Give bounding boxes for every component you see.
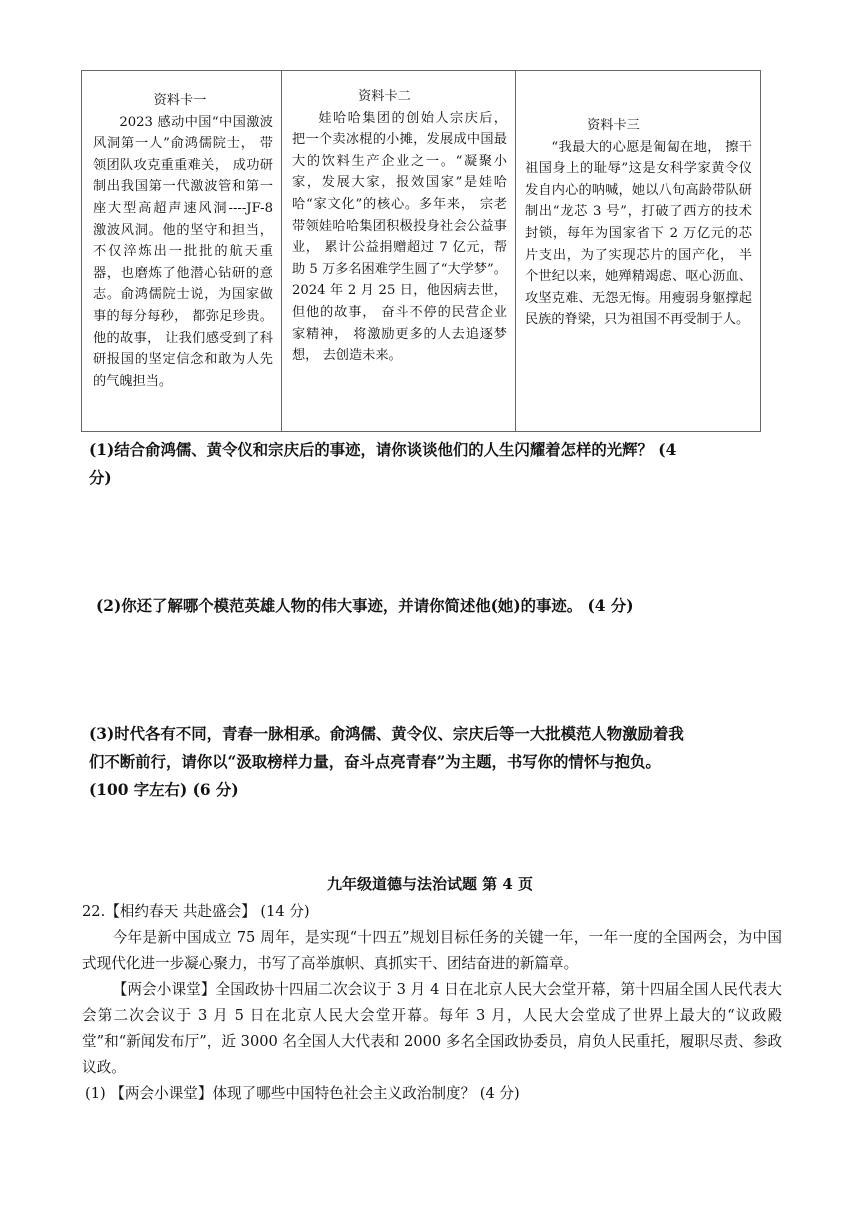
- material-card-3: [515, 71, 760, 431]
- question-3: (3)时代各有不同，青春一脉相承。俞鸿儒、黄令仪、宗庆后等一大批模范人物激励着我们不断前行，请你以“汲取榜样力量，奋斗点亮青春”为主题，书写你的情怀与抱负。(100 字左右) (6 分): [89, 725, 684, 799]
- question-2: (2)你还了解哪个模范英雄人物的伟大事迹，并请你简述他(她)的事迹。 (4 分): [96, 597, 634, 615]
- section-22: [82, 899, 782, 1107]
- card-title: 资料卡一: [153, 93, 207, 108]
- card-body: 2023 感动中国“中国激波风洞第一人”俞鸿儒院士， 带领团队攻克重重难关， 成功研制出我国第一代激波管和第一座大型高超声速风洞----JF-8 激波风洞。他的坚守和担当， 不仅淬炼出一批批的航天重器，也磨炼了他潜心钻研的意志。俞鸿儒院士说，为国家做事的每分每秒， 都弥足珍贵。他的故事， 让我们感受到了科研报国的坚定信念和敢为人先的气魄担当。: [93, 114, 273, 389]
- section-heading: 22.【相约春天 共赴盛会】 (14 分): [82, 903, 310, 920]
- sub-question-1: (1) 【两会小课堂】体现了哪些中国特色社会主义政治制度？ (4 分): [85, 1085, 520, 1102]
- material-cards-table: [81, 70, 761, 432]
- card-title: 资料卡三: [587, 118, 640, 133]
- classroom-paragraph: 【两会小课堂】全国政协十四届二次会议于 3 月 4 日在北京人民大会堂开幕，第十四届全国人民代表大会第二次会议于 3 月 5 日在北京人民大会堂开幕。每年 3 月，人民大会堂成了世界上最大的“议政殿堂”和“新闻发布厅”，近 3000 名全国人大代表和 2000 多名全国政协委员，肩负人民重托，履职尽责、参政议政。: [82, 981, 782, 1076]
- question-1: (1)结合俞鸿儒、黄令仪和宗庆后的事迹，请你谈谈他们的人生闪耀着怎样的光辉？ (4 分): [89, 441, 677, 487]
- material-card-1: [82, 71, 281, 431]
- intro-paragraph: 今年是新中国成立 75 周年，是实现“十四五”规划目标任务的关键一年，一年一度的全国两会，为中国式现代化进一步凝心聚力，书写了高举旗帜、真抓实干、团结奋进的新篇章。: [82, 929, 782, 972]
- card-body: 娃哈哈集团的创始人宗庆后， 把一个卖冰棍的小摊，发展成中国最大的饮料生产企业之一。“凝聚小家，发展大家，报效国家”是娃哈哈“家文化”的核心。多年来， 宗老带领娃哈哈集团积极投身社会公益事业， 累计公益捐赠超过 7 亿元，帮助 5 万多名困难学生圆了“大学梦”。2024 年 2 月 25 日，他因病去世， 但他的故事， 奋斗不停的民营企业家精神， 将激励更多的人去追逐梦想， 去创造未来。: [292, 110, 507, 364]
- card-body: “我最大的心愿是匍匐在地， 擦干祖国身上的耻辱”这是女科学家黄令仪发自内心的呐喊，她以八旬高龄带队研制出“龙芯 3 号”，打破了西方的技术封锁，每年为国家省下 2 万亿元的芯片支出，为了实现芯片的国产化， 半个世纪以来，她殚精竭虑、呕心沥血、攻坚克难、无怨无悔。用瘦弱身躯撑起民族的脊梁，只为祖国不再受制于人。: [525, 139, 752, 328]
- card-title: 资料卡二: [358, 89, 411, 104]
- page-footer: 九年级道德与法治试题 第 4 页: [326, 875, 534, 893]
- material-card-2: [281, 71, 515, 431]
